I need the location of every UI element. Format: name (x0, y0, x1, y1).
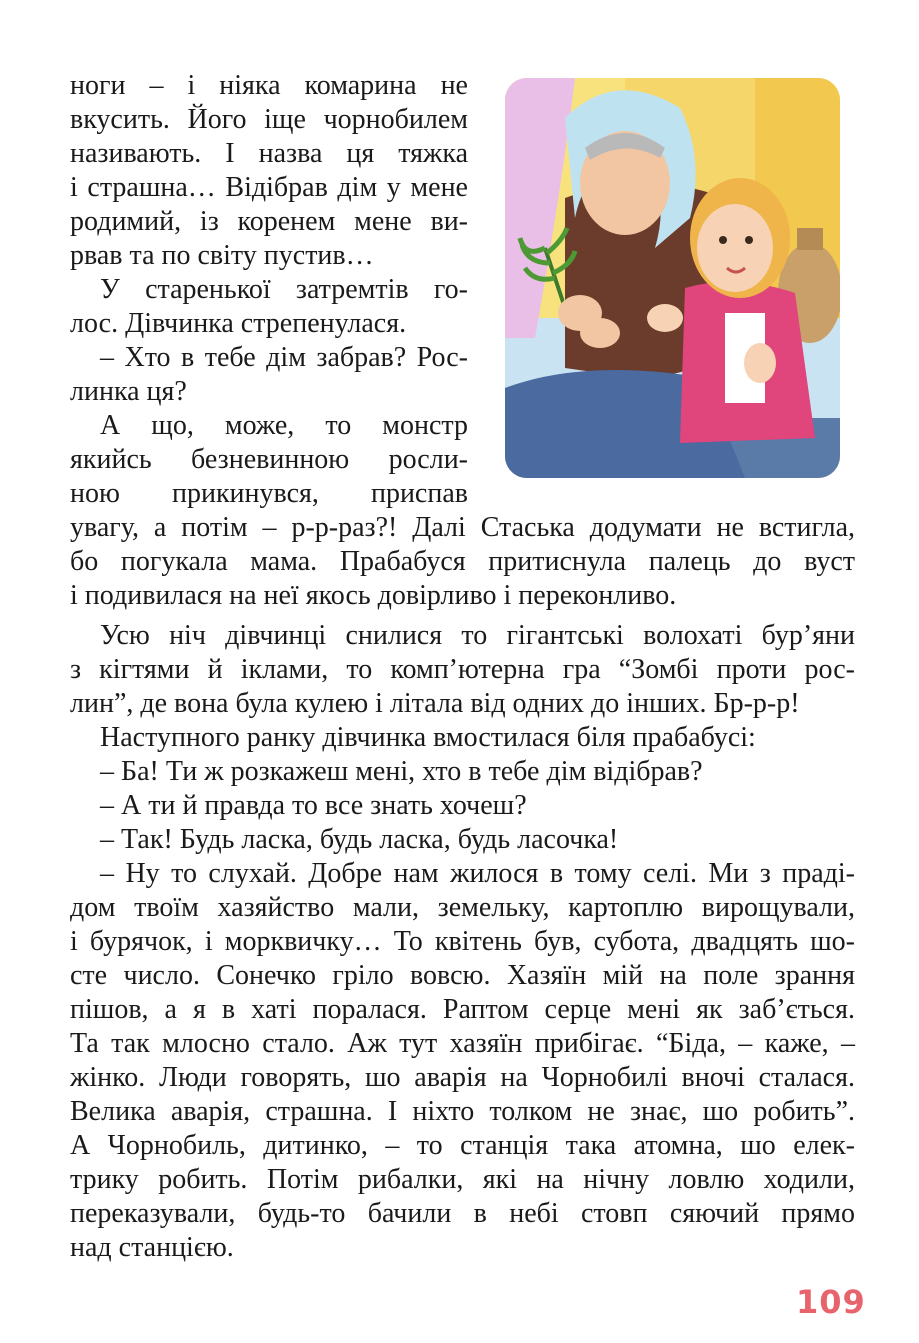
text-line: трику робить. Потім рибалки, які на нічну ловлю ходили, (70, 1164, 855, 1195)
text-line: якийсь безневинною росли- (70, 444, 468, 475)
text-line: У старенької затремтів го- (100, 274, 468, 305)
text-line: переказували, будь-то бачили в небі стовп сяючий прямо (70, 1198, 855, 1229)
text-line: Наступного ранку дівчинка вмостилася біля прабабусі: (100, 722, 756, 753)
text-line: увагу, а потім – р-р-раз?! Далі Стаська додумати не встигла, (70, 512, 855, 543)
text-line: дом твоїм хазяйство мали, земельку, картоплю вирощували, (70, 892, 855, 923)
text-line: з кігтями й іклами, то комп’ютерна гра “Зомбі проти рос- (70, 654, 855, 685)
text-line: – Ну то слухай. Добре нам жилося в тому селі. Ми з праді- (100, 858, 855, 889)
text-line: – Так! Будь ласка, будь ласка, будь ласочка! (100, 824, 619, 855)
text-line: і подивилася на неї якось довірливо і переконливо. (70, 580, 677, 611)
text-line: рвав та по світу пустив… (70, 240, 374, 271)
text-line: А Чорнобиль, дитинко, – то станція така атомна, шо елек- (70, 1130, 855, 1161)
page-number: 109 (796, 1283, 866, 1321)
text-line: – Хто в тебе дім забрав? Рос- (100, 342, 468, 373)
text-line: родимий, із коренем мене ви- (70, 206, 468, 237)
text-line: ною прикинувся, приспав (70, 478, 468, 509)
text-line: ноги – і ніяка комарина не (70, 70, 468, 101)
text-line: Та так млосно стало. Аж тут хазяїн прибігає. “Біда, – каже, – (70, 1028, 855, 1059)
text-line: називають. І назва ця тяжка (70, 138, 468, 169)
text-line: лин”, де вона була кулею і літала від одних до інших. Бр-р-р! (70, 688, 800, 719)
text-line: Велика аварія, страшна. І ніхто толком не знає, шо робить”. (70, 1096, 855, 1127)
text-line: линка ця? (70, 376, 187, 407)
text-line: А що, може, то монстр (100, 410, 468, 441)
text-line: вкусить. Його іще чорнобилем (70, 104, 468, 135)
text-line: пішов, а я в хаті поралася. Раптом серце мені як заб’ється. (70, 994, 855, 1025)
text-line: – А ти й правда то все знать хочеш? (100, 790, 527, 821)
text-line: і бурячок, і морквичку… То квітень був, субота, двадцять шо- (70, 926, 855, 957)
illustration-picture (505, 78, 840, 478)
illustration-grandmother-and-girl (505, 78, 840, 478)
text-line: сте число. Сонечко гріло вовсю. Хазяїн мій на поле зрання (70, 960, 855, 991)
text-line: і страшна… Відібрав дім у мене (70, 172, 468, 203)
text-line: лос. Дівчинка стрепенулася. (70, 308, 407, 339)
text-line: Усю ніч дівчинці снилися то гігантські волохаті бур’яни (100, 620, 855, 651)
text-line: жінко. Люди говорять, шо аварія на Чорнобилі вночі сталася. (70, 1062, 855, 1093)
text-line: – Ба! Ти ж розкажеш мені, хто в тебе дім відібрав? (100, 756, 703, 787)
text-line: бо погукала мама. Прабабуся притиснула палець до вуст (70, 546, 855, 577)
text-line: над станцією. (70, 1232, 234, 1263)
